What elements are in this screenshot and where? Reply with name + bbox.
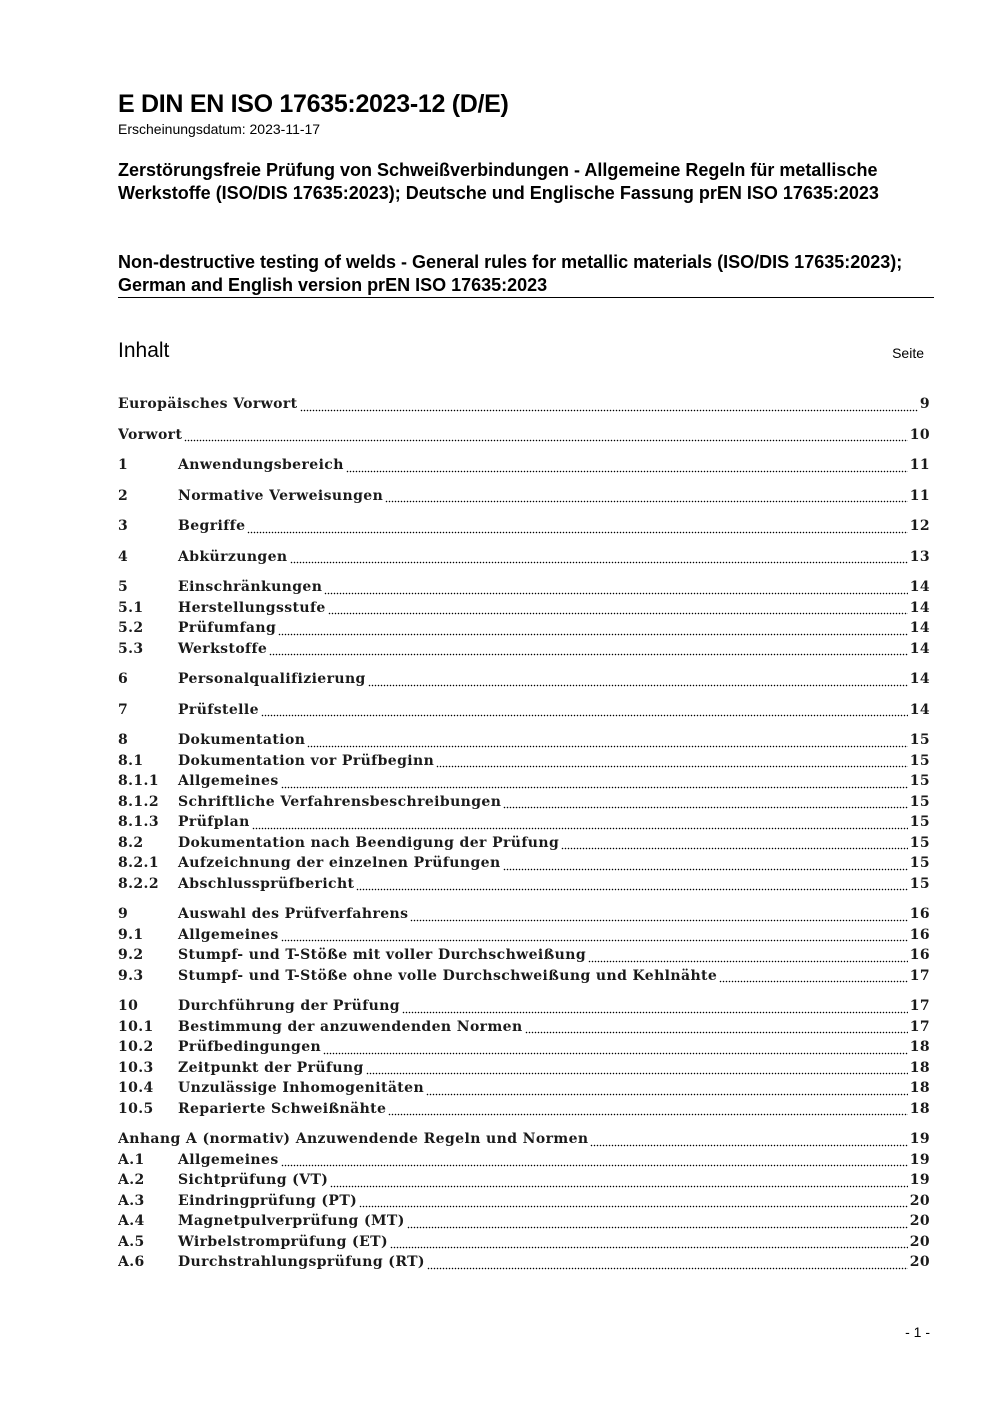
- toc-entry-number: 10.5: [118, 1100, 154, 1117]
- toc-entry[interactable]: [118, 1099, 930, 1120]
- toc-entry-page: 17: [909, 1018, 930, 1035]
- toc-entry[interactable]: [118, 730, 930, 751]
- toc-entry-page: 14: [909, 579, 930, 595]
- toc-entry[interactable]: [118, 394, 930, 415]
- toc-entry[interactable]: [118, 618, 930, 639]
- toc-entry-title[interactable]: Abschlussprüfbericht: [178, 875, 355, 892]
- toc-entry-title[interactable]: Normative Verweisungen: [178, 487, 384, 504]
- toc-entry-page: 20: [909, 1233, 930, 1250]
- toc-entry-title[interactable]: Prüfbedingungen: [178, 1039, 322, 1055]
- toc-dot-leader: [525, 1017, 908, 1038]
- toc-dot-leader: [330, 1170, 907, 1191]
- toc-entry[interactable]: [118, 874, 930, 895]
- toc-entry[interactable]: [118, 598, 930, 619]
- toc-entry-title[interactable]: Auswahl des Prüfverfahrens: [178, 906, 409, 922]
- toc-entry-page: 16: [909, 947, 930, 963]
- toc-dot-leader: [503, 792, 907, 813]
- toc-entry-page: 14: [909, 701, 930, 718]
- toc-dot-leader: [281, 771, 908, 792]
- toc-entry-number: 9: [118, 906, 129, 922]
- toc-dot-leader: [281, 1150, 908, 1171]
- toc-entry-title[interactable]: Vorwort: [118, 426, 183, 443]
- toc-entry[interactable]: [118, 833, 930, 854]
- toc-entry-number: 7: [118, 701, 129, 718]
- publication-date: Erscheinungsdatum: 2023-11-17: [118, 121, 321, 137]
- toc-dot-leader: [184, 425, 907, 446]
- toc-entry[interactable]: [118, 925, 930, 946]
- toc-dot-leader: [366, 1058, 908, 1079]
- toc-entry[interactable]: [118, 1191, 930, 1212]
- toc-entry[interactable]: [118, 1129, 930, 1150]
- document-id: E DIN EN ISO 17635:2023-12 (D/E): [118, 90, 509, 118]
- toc-entry[interactable]: [118, 639, 930, 660]
- toc-entry-number: 8: [118, 732, 129, 748]
- toc-entry-page: 15: [909, 793, 930, 810]
- toc-dot-leader: [588, 945, 908, 966]
- toc-entry-page: 20: [909, 1213, 930, 1229]
- toc-entry[interactable]: [118, 812, 930, 833]
- toc-entry-title[interactable]: Prüfplan: [178, 814, 250, 830]
- toc-entry-title[interactable]: Herstellungsstufe: [178, 599, 326, 616]
- toc-dot-leader: [388, 1099, 907, 1120]
- toc-entry-title[interactable]: Allgemeines: [178, 773, 279, 789]
- toc-entry-title[interactable]: Begriffe: [178, 518, 246, 534]
- toc-entry-page: 17: [909, 998, 930, 1014]
- toc-entry-number: A.2: [118, 1172, 145, 1188]
- toc-entry-number: 5.1: [118, 599, 144, 616]
- toc-entry-number: 3: [118, 518, 129, 534]
- title-english: Non-destructive testing of welds - General rules for metallic materials (ISO/DIS 17635:2023); German and English version prEN ISO 17635:2023: [118, 252, 903, 295]
- toc-entry-number: 5: [118, 579, 129, 595]
- toc-dot-leader: [407, 1211, 908, 1232]
- toc-entry[interactable]: [118, 853, 930, 874]
- toc-entry[interactable]: [118, 425, 930, 446]
- toc-entry[interactable]: [118, 547, 930, 568]
- toc-entry-number: A.1: [118, 1151, 145, 1168]
- toc-entry[interactable]: [118, 945, 930, 966]
- toc-entry-title[interactable]: Anwendungsbereich: [178, 457, 344, 473]
- toc-entry-page: 12: [909, 518, 930, 534]
- toc-entry-number: 8.2: [118, 834, 144, 851]
- toc-entry-title[interactable]: Eindringprüfung (PT): [178, 1192, 358, 1209]
- toc-entry-title[interactable]: Anhang A (normativ) Anzuwendende Regeln und Normen: [118, 1131, 589, 1147]
- toc-entry-page: 11: [909, 457, 930, 473]
- toc-entry-title[interactable]: Prüfumfang: [178, 620, 277, 636]
- toc-entry[interactable]: [118, 669, 930, 690]
- toc-entry-number: 10.1: [118, 1018, 154, 1035]
- toc-entry-number: 8.1: [118, 752, 144, 769]
- toc-entry-title[interactable]: Magnetpulverprüfung (MT): [178, 1213, 405, 1229]
- toc-entry-page: 18: [909, 1100, 930, 1117]
- toc-entry-title[interactable]: Dokumentation nach Beendigung der Prüfung: [178, 834, 560, 851]
- toc-entry-page: 18: [909, 1059, 930, 1076]
- toc-entry-title[interactable]: Unzulässige Inhomogenitäten: [178, 1080, 425, 1096]
- toc-entry-number: A.4: [118, 1213, 145, 1229]
- toc-entry-title[interactable]: Prüfstelle: [178, 701, 259, 718]
- toc-entry-title[interactable]: Dokumentation vor Prüfbeginn: [178, 752, 435, 769]
- toc-entry-title[interactable]: Wirbelstromprüfung (ET): [178, 1233, 388, 1250]
- toc-entry[interactable]: [118, 1017, 930, 1038]
- toc-dot-leader: [290, 547, 908, 568]
- toc-page-column-label: Seite: [892, 345, 924, 361]
- toc-entry-page: 15: [909, 732, 930, 748]
- toc-dot-leader: [719, 966, 907, 987]
- toc-entry-page: 14: [909, 671, 930, 687]
- toc-dot-leader: [427, 1252, 908, 1273]
- title-rule: [118, 297, 934, 298]
- toc-entry-page: 15: [909, 814, 930, 830]
- toc-entry-title[interactable]: Dokumentation: [178, 732, 306, 748]
- toc-dot-leader: [385, 486, 908, 507]
- toc-entry-page: 15: [909, 752, 930, 769]
- toc-dot-leader: [503, 853, 908, 874]
- toc-dot-leader: [269, 639, 908, 660]
- toc-entry-page: 19: [909, 1151, 930, 1168]
- toc-entry-number: 10: [118, 998, 139, 1014]
- toc-entry-page: 13: [909, 548, 930, 565]
- toc-dot-leader: [346, 455, 908, 476]
- toc-entry-page: 19: [909, 1131, 930, 1147]
- toc-dot-leader: [328, 598, 908, 619]
- toc-dot-leader: [590, 1129, 907, 1150]
- toc-dot-leader: [390, 1232, 908, 1253]
- toc-entry-title[interactable]: Personalqualifizierung: [178, 671, 366, 687]
- toc-entry[interactable]: [118, 700, 930, 721]
- toc-entry-number: 9.2: [118, 947, 144, 963]
- toc-entry-page: 16: [909, 926, 930, 943]
- toc-dot-leader: [410, 904, 907, 925]
- toc-entry-number: 10.3: [118, 1059, 154, 1076]
- toc-dot-leader: [359, 1191, 908, 1212]
- toc-entry-number: 10.4: [118, 1080, 154, 1096]
- toc-entry-title[interactable]: Einschränkungen: [178, 579, 323, 595]
- toc-heading: Inhalt: [118, 339, 170, 362]
- toc-entry-title[interactable]: Stumpf- und T-Stöße ohne volle Durchschweißung und Kehlnähte: [178, 967, 718, 984]
- toc-entry-number: 5.3: [118, 640, 144, 657]
- toc-dot-leader: [368, 669, 908, 690]
- toc-entry-page: 15: [909, 855, 930, 871]
- toc-entry-number: 8.2.1: [118, 855, 159, 871]
- title-german: Zerstörungsfreie Prüfung von Schweißverbindungen - Allgemeine Regeln für metallische Werkstoffe (ISO/DIS 17635:2023); Deutsche und Englische Fassung prEN ISO 17635:2023: [118, 160, 879, 203]
- toc-entry-page: 15: [909, 773, 930, 789]
- toc-entry-title[interactable]: Reparierte Schweißnähte: [178, 1100, 387, 1117]
- toc-entry-title[interactable]: Durchführung der Prüfung: [178, 998, 400, 1014]
- toc-dot-leader: [281, 925, 908, 946]
- toc-entry-number: 4: [118, 548, 129, 565]
- toc-entry[interactable]: [118, 577, 930, 598]
- toc-entry-number: A.6: [118, 1254, 145, 1270]
- toc-entry[interactable]: [118, 455, 930, 476]
- toc-entry-page: 20: [909, 1192, 930, 1209]
- toc-entry-title[interactable]: Sichtprüfung (VT): [178, 1172, 329, 1188]
- table-of-contents: [118, 394, 930, 1273]
- toc-entry-page: 16: [909, 906, 930, 922]
- toc-entry-number: A.3: [118, 1192, 145, 1209]
- toc-entry-page: 11: [909, 487, 930, 504]
- toc-entry-title[interactable]: Aufzeichnung der einzelnen Prüfungen: [178, 855, 501, 871]
- toc-entry[interactable]: [118, 486, 930, 507]
- toc-dot-leader: [261, 700, 908, 721]
- toc-entry-number: 5.2: [118, 620, 144, 636]
- toc-entry-page: 17: [909, 967, 930, 984]
- toc-entry[interactable]: [118, 751, 930, 772]
- toc-entry-title[interactable]: Allgemeines: [178, 926, 279, 943]
- toc-entry[interactable]: [118, 1078, 930, 1099]
- toc-entry-number: 8.1.1: [118, 773, 159, 789]
- toc-dot-leader: [252, 812, 908, 833]
- toc-entry-page: 20: [909, 1254, 930, 1270]
- toc-dot-leader: [426, 1078, 908, 1099]
- toc-dot-leader: [300, 394, 918, 415]
- toc-entry-number: 8.2.2: [118, 875, 159, 892]
- toc-entry-title[interactable]: Abkürzungen: [178, 548, 288, 565]
- toc-entry[interactable]: [118, 1058, 930, 1079]
- toc-entry-page: 14: [909, 640, 930, 657]
- toc-entry-page: 19: [909, 1172, 930, 1188]
- toc-entry-title[interactable]: Durchstrahlungsprüfung (RT): [178, 1254, 425, 1270]
- toc-entry-title[interactable]: Schriftliche Verfahrensbeschreibungen: [178, 793, 502, 810]
- toc-entry[interactable]: [118, 1150, 930, 1171]
- toc-entry-title[interactable]: Europäisches Vorwort: [118, 396, 298, 412]
- toc-entry[interactable]: [118, 1252, 930, 1273]
- toc-entry-number: 1: [118, 457, 129, 473]
- toc-entry-page: 18: [909, 1039, 930, 1055]
- toc-entry-title[interactable]: Werkstoffe: [178, 640, 268, 657]
- toc-entry-number: 6: [118, 671, 129, 687]
- toc-entry[interactable]: [118, 966, 930, 987]
- toc-dot-leader: [307, 730, 907, 751]
- toc-entry-number: 9.1: [118, 926, 144, 943]
- toc-entry[interactable]: [118, 904, 930, 925]
- toc-entry-page: 18: [909, 1080, 930, 1096]
- toc-entry[interactable]: [118, 771, 930, 792]
- toc-entry-page: 9: [919, 396, 930, 412]
- toc-entry-number: 10.2: [118, 1039, 154, 1055]
- toc-entry-number: 2: [118, 487, 129, 504]
- toc-dot-leader: [278, 618, 908, 639]
- toc-entry-page: 14: [909, 599, 930, 616]
- toc-dot-leader: [436, 751, 908, 772]
- toc-entry[interactable]: [118, 996, 930, 1017]
- toc-entry-number: 9.3: [118, 967, 144, 984]
- toc-entry[interactable]: [118, 1170, 930, 1191]
- toc-entry[interactable]: [118, 1037, 930, 1058]
- toc-entry-title[interactable]: Zeitpunkt der Prüfung: [178, 1059, 364, 1076]
- toc-entry-title[interactable]: Bestimmung der anzuwendenden Normen: [178, 1018, 523, 1035]
- toc-entry-title[interactable]: Allgemeines: [178, 1151, 279, 1168]
- toc-entry[interactable]: [118, 1232, 930, 1253]
- toc-entry-number: 8.1.3: [118, 814, 159, 830]
- toc-entry[interactable]: [118, 792, 930, 813]
- page-number: - 1 -: [905, 1324, 930, 1340]
- toc-dot-leader: [561, 833, 908, 854]
- toc-entry-page: 15: [909, 834, 930, 851]
- toc-dot-leader: [247, 516, 907, 537]
- toc-entry-number: 8.1.2: [118, 793, 159, 810]
- toc-entry[interactable]: [118, 1211, 930, 1232]
- toc-dot-leader: [324, 577, 907, 598]
- toc-dot-leader: [356, 874, 907, 895]
- toc-dot-leader: [402, 996, 908, 1017]
- toc-entry-title[interactable]: Stumpf- und T-Stöße mit voller Durchschweißung: [178, 947, 587, 963]
- toc-dot-leader: [323, 1037, 908, 1058]
- toc-entry-page: 14: [909, 620, 930, 636]
- toc-entry-page: 15: [909, 875, 930, 892]
- toc-entry[interactable]: [118, 516, 930, 537]
- toc-entry-page: 10: [909, 426, 930, 443]
- toc-entry-number: A.5: [118, 1233, 145, 1250]
